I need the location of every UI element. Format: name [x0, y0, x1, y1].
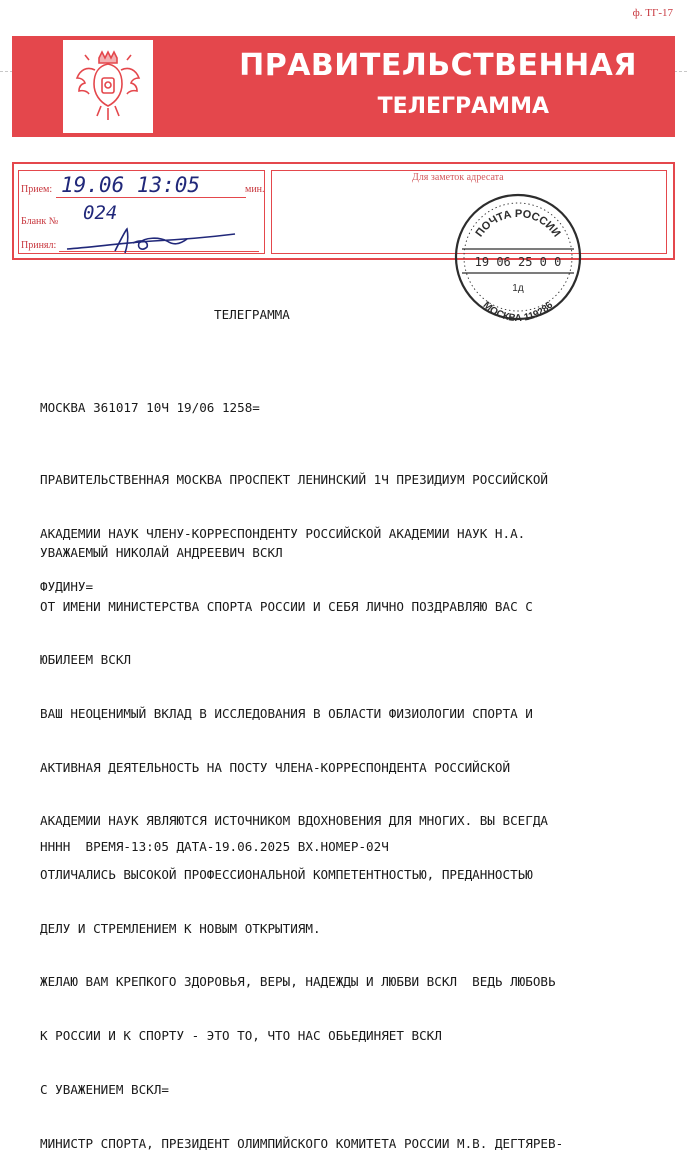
postmark-office-code: 1д: [512, 283, 524, 294]
registration-fields: [18, 170, 265, 254]
footer-service-line: НННН ВРЕМЯ-13:05 ДАТА-19.06.2025 ВХ.НОМЕР-02Ч: [40, 839, 389, 854]
route-line: МОСКВА 361017 10Ч 19/06 1258=: [40, 400, 260, 415]
body-line: ЮБИЛЕЕМ ВСКЛ: [40, 652, 131, 668]
svg-text:ПОЧТА РОССИИ: [473, 208, 562, 239]
header-title-line1: ПРАВИТЕЛЬСТВЕННАЯ: [239, 48, 637, 83]
address-line: ПРАВИТЕЛЬСТВЕННАЯ МОСКВА ПРОСПЕКТ ЛЕНИНСКИЙ 1Ч ПРЕЗИДИУМ РОССИЙСКОЙ: [40, 471, 548, 487]
received-handwritten: 19.06 13:05: [61, 173, 201, 197]
address-line: ФУДИНУ=: [40, 579, 94, 595]
body-line: ДЕЛУ И СТРЕМЛЕНИЕМ К НОВЫМ ОТКРЫТИЯМ.: [40, 920, 321, 936]
postmark-stamp: [452, 191, 584, 323]
received-label: Прием:: [21, 184, 53, 195]
blank-handwritten: 024: [83, 202, 118, 224]
body-line: ОТ ИМЕНИ МИНИСТЕРСТВА СПОРТА РОССИИ И СЕБЯ ЛИЧНО ПОЗДРАВЛЯЮ ВАС С: [40, 598, 533, 614]
form-code: ф. ТГ-17: [632, 7, 673, 19]
accepted-label: Принял:: [21, 240, 57, 251]
body-line: МИНИСТР СПОРТА, ПРЕЗИДЕНТ ОЛИМПИЙСКОГО КОМИТЕТА РОССИИ М.В. ДЕГТЯРЕВ-: [40, 1135, 564, 1151]
body-line: К РОССИИ И К СПОРТУ - ЭТО ТО, ЧТО НАС ОБЬЕДИНЯЕТ ВСКЛ: [40, 1028, 442, 1044]
telegram-header: [12, 36, 675, 137]
telegram-label: ТЕЛЕГРАММА: [214, 307, 290, 322]
min-suffix-label: мин.: [245, 184, 265, 195]
body-line: АКТИВНАЯ ДЕЯТЕЛЬНОСТЬ НА ПОСТУ ЧЛЕНА-КОРРЕСПОНДЕНТА РОССИЙСКОЙ: [40, 759, 511, 775]
notes-label: Для заметок адресата: [412, 172, 504, 183]
body-line: ОТЛИЧАЛИСЬ ВЫСОКОЙ ПРОФЕССИОНАЛЬНОЙ КОМПЕТЕНТНОСТЬЮ, ПРЕДАННОСТЬЮ: [40, 867, 533, 883]
header-title-line2: ТЕЛЕГРАММА: [377, 94, 549, 119]
body-line: С УВАЖЕНИЕМ ВСКЛ=: [40, 1081, 169, 1097]
postmark-top-text: ПОЧТА РОССИИ: [473, 207, 563, 240]
postmark-date-text: 19 06 25 0 0: [474, 255, 562, 269]
received-rule: [56, 197, 246, 198]
address-line: АКАДЕМИИ НАУК ЧЛЕНУ-КОРРЕСПОНДЕНТУ РОССИЙСКОЙ АКАДЕМИИ НАУК Н.А.: [40, 525, 526, 541]
body-line: ЖЕЛАЮ ВАМ КРЕПКОГО ЗДОРОВЬЯ, ВЕРЫ, НАДЕЖДЫ И ЛЮБВИ ВСКЛ ВЕДЬ ЛЮБОВЬ: [40, 974, 556, 990]
body-line: ВАШ НЕОЦЕНИМЫЙ ВКЛАД В ИССЛЕДОВАНИЯ В ОБЛАСТИ ФИЗИОЛОГИИ СПОРТА И: [40, 705, 533, 721]
body-line: АКАДЕМИИ НАУК ЯВЛЯЮТСЯ ИСТОЧНИКОМ ВДОХНОВЕНИЯ ДЛЯ МНОГИХ. ВЫ ВСЕГДА: [40, 813, 548, 829]
blank-label: Бланк №: [21, 216, 59, 227]
body-line: УВАЖАЕМЫЙ НИКОЛАЙ АНДРЕЕВИЧ ВСКЛ: [40, 544, 283, 560]
postmark-bottom-text: МОСКВА 119286: [480, 299, 556, 323]
signature-icon: [63, 225, 243, 257]
